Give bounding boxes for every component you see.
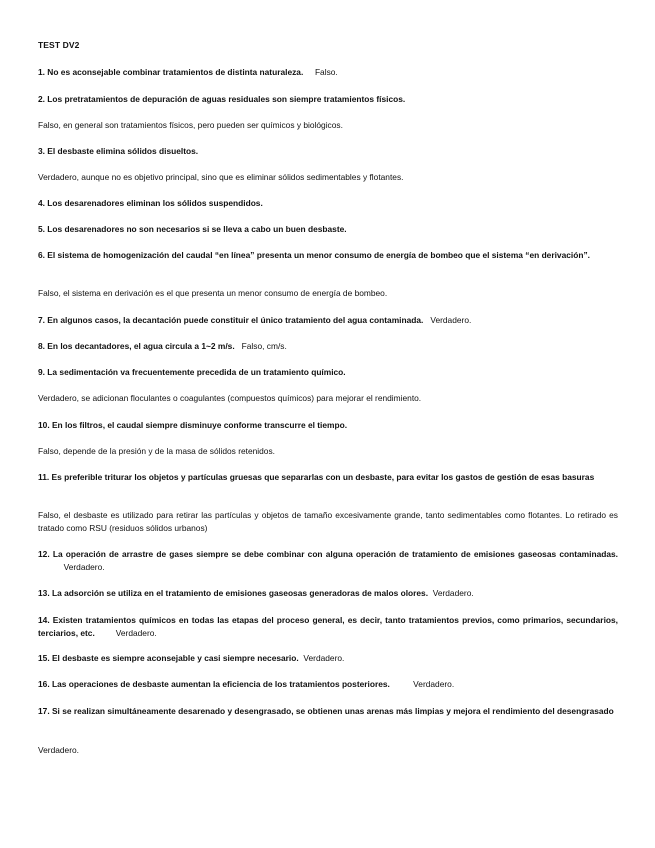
- question-item: [38, 366, 618, 379]
- question-item: [38, 223, 618, 236]
- question-item: [38, 652, 618, 665]
- question-item: [38, 678, 618, 691]
- question-text: 2. Los pretratamientos de depuración de aguas residuales son siempre tratamientos físicos.: [38, 94, 406, 104]
- question-text: 14. Existen tratamientos químicos en todas las etapas del proceso general, es decir, tanto tratamientos previos, como primarios, secundarios, terciarios, etc.: [38, 615, 618, 638]
- answer-line: Verdadero, aunque no es objetivo principal, sino que es eliminar sólidos sedimentables y flotantes.: [38, 172, 404, 182]
- question-item: [38, 471, 618, 484]
- question-text: 17. Si se realizan simultáneamente desarenado y desengrasado, se obtienen unas arenas más limpias y mejora el rendimiento del desengrasado: [38, 706, 614, 716]
- question-text: 8. En los decantadores, el agua circula a 1~2 m/s.: [38, 341, 235, 351]
- answer-text: Falso.: [314, 67, 338, 77]
- answer-text: Verdadero.: [432, 588, 474, 598]
- answer-line: Falso, el desbaste es utilizado para retirar las partículas y objetos de tamaño excesivamente grande, tanto sedimentables como flotantes. Lo retirado es tratado como RSU (residuos sólidos urbanos): [38, 510, 618, 533]
- answer-text: Verdadero.: [63, 562, 105, 572]
- question-text: 12. La operación de arrastre de gases siempre se debe combinar con alguna operación de tratamiento de emisiones gaseosas contaminadas.: [38, 549, 618, 559]
- question-text: 5. Los desarenadores no son necesarios si se lleva a cabo un buen desbaste.: [38, 224, 347, 234]
- answer-text: [38, 171, 618, 184]
- question-item: [38, 145, 618, 158]
- question-item: [38, 66, 618, 79]
- answer-text: Verdadero.: [430, 315, 472, 325]
- question-item: [38, 705, 618, 718]
- question-text: 16. Las operaciones de desbaste aumentan la eficiencia de los tratamientos posteriores.: [38, 679, 390, 689]
- question-text: 7. En algunos casos, la decantación puede constituir el único tratamiento del agua contaminada.: [38, 315, 424, 325]
- question-item: [38, 93, 618, 106]
- answer-line: Falso, depende de la presión y de la masa de sólidos retenidos.: [38, 446, 275, 456]
- answer-text: Verdadero.: [115, 628, 157, 638]
- answer-text: [38, 744, 618, 757]
- answer-text: [38, 445, 618, 458]
- question-text: 4. Los desarenadores eliminan los sólidos suspendidos.: [38, 198, 263, 208]
- question-text: 15. El desbaste es siempre aconsejable y casi siempre necesario.: [38, 653, 299, 663]
- question-item: [38, 340, 618, 353]
- answer-line: Falso, en general son tratamientos físicos, pero pueden ser químicos y biológicos.: [38, 120, 343, 130]
- question-item: [38, 614, 618, 640]
- question-text: 9. La sedimentación va frecuentemente precedida de un tratamiento químico.: [38, 367, 346, 377]
- document-title: TEST DV2: [38, 40, 80, 50]
- answer-line: Falso, el sistema en derivación es el que presenta un menor consumo de energía de bombeo.: [38, 288, 388, 298]
- answer-text: [38, 509, 618, 535]
- question-text: 10. En los filtros, el caudal siempre disminuye conforme transcurre el tiempo.: [38, 420, 348, 430]
- question-text: 6. El sistema de homogenización del caudal “en línea” presenta un menor consumo de energía de bombeo que el sistema “en derivación”.: [38, 250, 590, 260]
- question-item: [38, 548, 618, 574]
- answer-text: [38, 119, 618, 132]
- question-text: 13. La adsorción se utiliza en el tratamiento de emisiones gaseosas generadoras de malos olores.: [38, 588, 429, 598]
- answer-text: Verdadero.: [413, 679, 455, 689]
- answer-text: [38, 392, 618, 405]
- question-item: [38, 587, 618, 600]
- answer-line: Verdadero.: [38, 745, 79, 755]
- question-item: [38, 197, 618, 210]
- question-item: [38, 314, 618, 327]
- answer-text: Verdadero.: [303, 653, 345, 663]
- answer-text: [38, 287, 618, 300]
- answer-text: Falso, cm/s.: [241, 341, 287, 351]
- question-text: 11. Es preferible triturar los objetos y partículas gruesas que separarlas con un desbaste, para evitar los gastos de gestión de esas basuras: [38, 472, 595, 482]
- answer-line: Verdadero, se adicionan floculantes o coagulantes (compuestos químicos) para mejorar el rendimiento.: [38, 393, 422, 403]
- question-item: [38, 249, 618, 262]
- question-item: [38, 419, 618, 432]
- question-text: 1. No es aconsejable combinar tratamientos de distinta naturaleza.: [38, 67, 304, 77]
- question-text: 3. El desbaste elimina sólidos disueltos.: [38, 146, 199, 156]
